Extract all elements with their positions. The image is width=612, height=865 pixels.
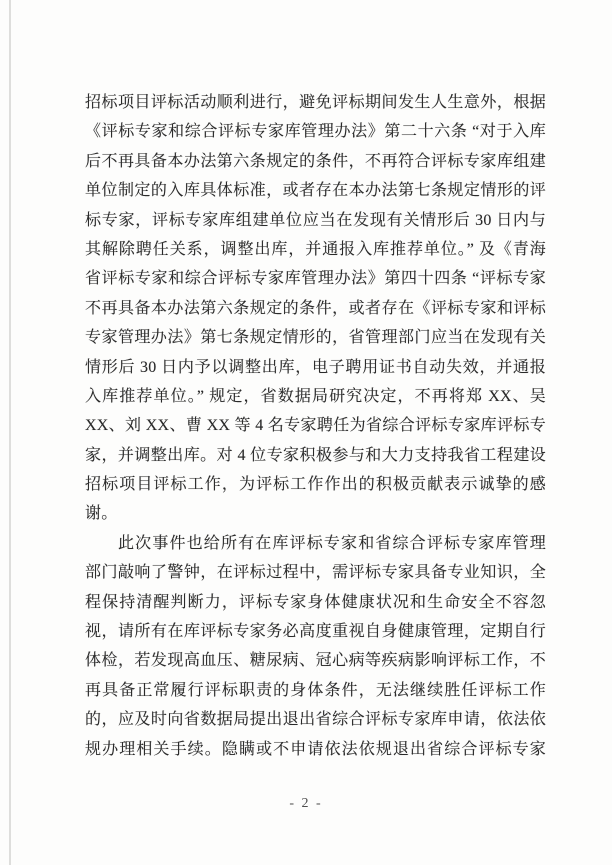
text-line: 其解除聘任关系，调整出库，并通报入库推荐单位。” 及《青海 <box>85 240 546 258</box>
text-line: 招标项目评标活动顺利进行，避免评标期间发生人生意外，根据 <box>85 94 546 111</box>
text-line: 体检，若发现高血压、糖尿病、冠心病等疾病影响评标工作，不 <box>85 652 546 670</box>
text-line: 家，并调整出库。对 4 位专家积极参与和大力支持我省工程建设 <box>85 446 546 464</box>
document-body <box>85 88 546 764</box>
text-line: 此次事件也给所有在库评标专家和省综合评标专家库管理 <box>118 534 546 552</box>
page-number: - 2 - <box>289 796 323 811</box>
text-line: 专家管理办法》第七条规定情形的，省管理部门应当在发现有关 <box>85 329 546 347</box>
text-line: 视，请所有在库评标专家务必高度重视自身健康管理，定期自行 <box>85 623 546 641</box>
text-line: 省评标专家和综合评标专家库管理办法》第四十四条 “评标专家 <box>85 270 546 288</box>
text-line: 情形后 30 日内予以调整出库，电子聘用证书自动失效，并通报 <box>85 358 546 376</box>
text-line: XX、刘 XX、曹 XX 等 4 名专家聘任为省综合评标专家库评标专 <box>85 417 546 435</box>
text-line: 单位制定的入库具体标准，或者存在本办法第七条规定情形的评 <box>85 182 546 200</box>
text-line: 标专家，评标专家库组建单位应当在发现有关情形后 30 日内与 <box>85 211 546 229</box>
text-line: 不再具备本办法第六条规定的条件，或者存在《评标专家和评标 <box>85 299 546 317</box>
text-line: 《评标专家和综合评标专家库管理办法》第二十六条 “对于入库 <box>85 123 546 141</box>
text-line: 招标项目评标工作，为评标工作作出的积极贡献表示诚挚的感 <box>85 476 546 494</box>
text-line: 的，应及时向省数据局提出退出省综合评标专家库申请，依法依 <box>85 711 546 729</box>
text-line: 后不再具备本办法第六条规定的条件，不再符合评标专家库组建 <box>85 152 546 170</box>
text-line: 谢。 <box>85 505 118 523</box>
text-line: 部门敲响了警钟，在评标过程中，需评标专家具备专业知识，全 <box>85 564 546 582</box>
text-line: 规办理相关手续。隐瞒或不申请依法依规退出省综合评标专家 <box>85 740 546 758</box>
text-line: 程保持清醒判断力，评标专家身体健康状况和生命安全不容忽 <box>85 593 546 611</box>
scan-edge-line <box>9 0 11 865</box>
text-line: 入库推荐单位。” 规定，省数据局研究决定，不再将郑 XX、吴 <box>85 387 546 405</box>
text-line: 再具备正常履行评标职责的身体条件，无法继续胜任评标工作 <box>85 681 546 699</box>
